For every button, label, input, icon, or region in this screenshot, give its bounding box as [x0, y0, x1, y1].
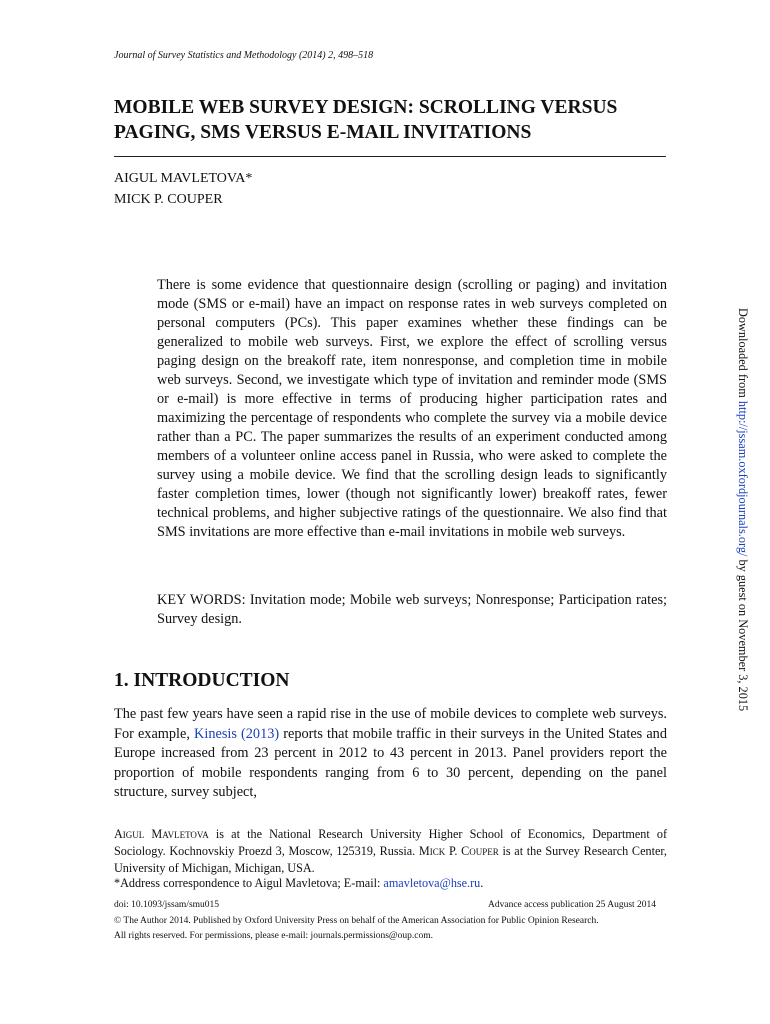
correspondence-footnote	[114, 875, 667, 892]
author-2: MICK P. COUPER	[114, 192, 223, 207]
footnote-author-1-name: Aigul Mavletova	[114, 827, 209, 841]
copyright-line-2: All rights reserved. For permissions, please e-mail: journals.permissions@oup.com.	[114, 930, 434, 941]
author-affiliation-footnote	[114, 826, 667, 877]
title-line-1: MOBILE WEB SURVEY DESIGN: SCROLLING VERSUS	[114, 97, 618, 118]
intro-text-rest: reports that mobile traffic in their surveys in the United States and Europe increased from 23 percent in 2012 to 43 percent in 2013. Panel providers report the proportion of mobile respondents ranging from 6 to 30 percent, depending on the panel structure, survey subject,	[114, 725, 667, 800]
footnote-author-2-affiliation: is at the Survey Research Center, University of Michigan, Michigan, USA.	[114, 844, 667, 875]
keywords: KEY WORDS: Invitation mode; Mobile web surveys; Nonresponse; Participation rates; Survey design.	[157, 592, 667, 627]
citation-link-kinesis[interactable]: Kinesis (2013)	[194, 725, 280, 742]
doi: doi: 10.1093/jssam/smu015	[114, 900, 220, 910]
title-divider	[114, 156, 666, 157]
sidebar-text-end: by guest on November 3, 2015	[736, 556, 750, 712]
footnote-author-1-affiliation: is at the National Research University Higher School of Economics, Department of Sociology. Kochnovskiy Proezd 3, Moscow, 125319, Russia.	[114, 827, 668, 858]
footnote-author-2-name: Mick P. Couper	[418, 844, 499, 858]
abstract: There is some evidence that questionnaire design (scrolling or paging) and invitation mode (SMS or e-mail) have an impact on response rates in web surveys completed on personal computers (PCs). This paper examines whether these findings can be generalized to mobile web surveys. First, we explore the effect of scrolling versus paging design on the breakoff rate, item nonresponse, and completion time in mobile web surveys. Second, we investigate which type of invitation and reminder mode (SMS or e-mail) is more effective in terms of producing higher participation rates and maximizing the percentage of respondents who complete the survey via a mobile device rather than a PC. The paper summarizes the results of an experiment conducted among members of a volunteer online access panel in Russia, who were asked to complete the survey using a mobile device. We find that the scrolling design leads to significantly faster completion times, lower (though not significantly lower) breakoff rates, fewer technical problems, and higher subjective ratings of the questionnaire. We also find that SMS invitations are more effective than e-mail invitations in mobile web surveys.	[157, 277, 667, 540]
author-1: AIGUL MAVLETOVA*	[114, 171, 253, 186]
download-sidebar	[735, 308, 750, 711]
title-line-2: PAGING, SMS VERSUS E-MAIL INVITATIONS	[114, 122, 532, 143]
copyright-notice	[114, 914, 674, 943]
intro-text-start: The past few years have seen a rapid rise in the use of mobile devices to complete web surveys. For example,	[114, 706, 667, 742]
correspondence-end: .	[480, 876, 484, 890]
author-list	[114, 168, 252, 210]
article-title	[114, 95, 674, 145]
introduction-paragraph	[114, 705, 667, 803]
correspondence-text: *Address correspondence to Aigul Mavletova; E-mail:	[114, 876, 384, 890]
sidebar-journal-link[interactable]: http://jssam.oxfordjournals.org/	[736, 400, 750, 557]
journal-citation: Journal of Survey Statistics and Methodology (2014) 2, 498–518	[114, 50, 374, 61]
copyright-line-1: © The Author 2014. Published by Oxford University Press on behalf of the American Association for Public Opinion Research.	[114, 916, 599, 926]
sidebar-text-start: Downloaded from	[736, 308, 750, 401]
correspondence-email-link[interactable]: amavletova@hse.ru	[383, 876, 481, 890]
advance-access-date: Advance access publication 25 August 2014	[488, 900, 657, 910]
section-heading-introduction: 1. INTRODUCTION	[114, 670, 290, 691]
